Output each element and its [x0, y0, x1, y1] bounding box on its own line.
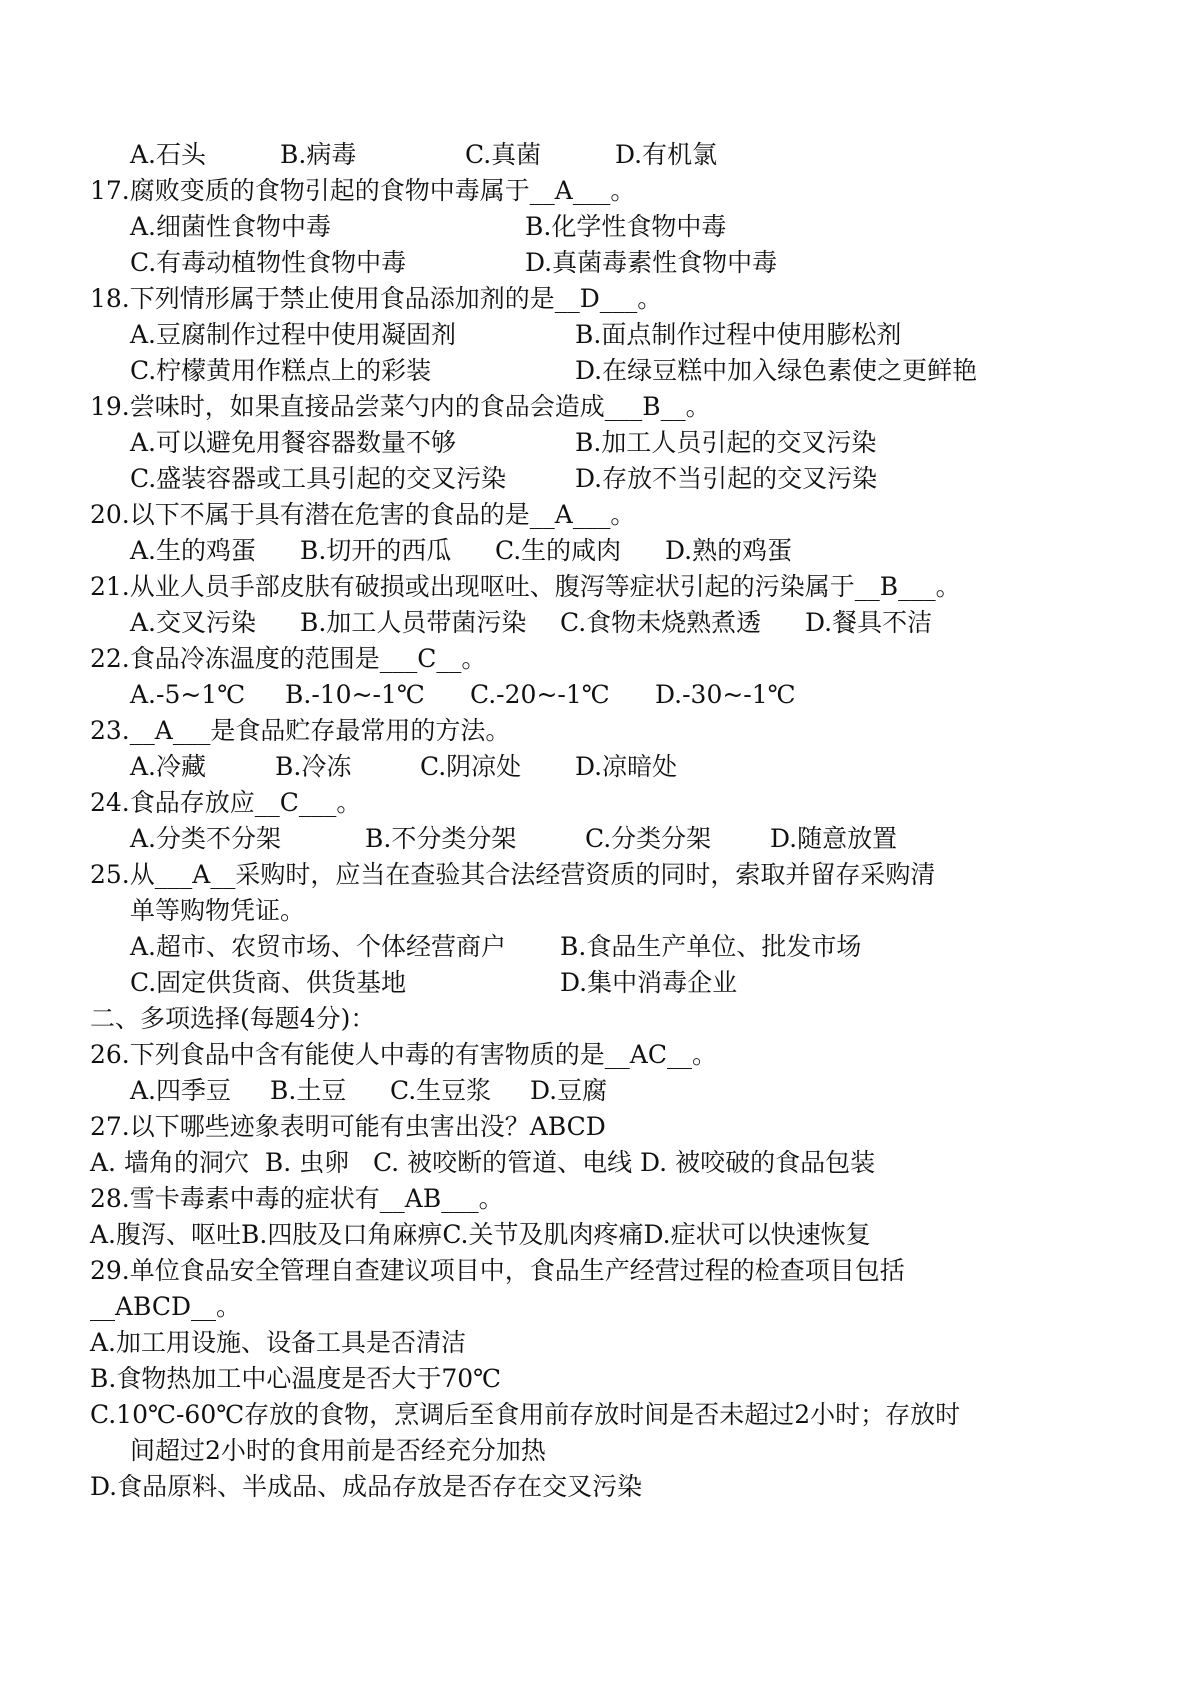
- option-text: D.存放不当引起的交叉污染: [575, 464, 878, 493]
- text-line: A. 墙角的洞穴 B. 虫卵 C. 被咬断的管道、电线 D. 被咬破的食品包装: [90, 1148, 876, 1177]
- option-text: C.生豆浆: [390, 1076, 492, 1105]
- option-text: B.加工人员带菌污染: [300, 608, 527, 637]
- option-text: B.土豆: [270, 1076, 347, 1105]
- text-line: A.加工用设施、设备工具是否清洁: [90, 1328, 467, 1357]
- text-line: [90, 677, 1150, 713]
- option-text: B.面点制作过程中使用膨松剂: [575, 320, 902, 349]
- option-text: B.加工人员引起的交叉污染: [575, 428, 877, 457]
- option-text: B.化学性食物中毒: [525, 212, 727, 241]
- text-line: 二、多项选择(每题4分)：: [90, 1004, 376, 1033]
- text-line: [90, 533, 1150, 569]
- text-line: 19.尝味时，如果直接品尝菜勺内的食品会造成___B__。: [90, 392, 711, 421]
- option-text: B.食品生产单位、批发市场: [560, 932, 862, 961]
- option-text: C.有毒动植物性食物中毒: [130, 248, 407, 277]
- text-line: 单等购物凭证。: [130, 896, 306, 925]
- text-line: [90, 317, 1150, 353]
- text-line: [90, 245, 1150, 281]
- option-text: C.固定供货商、供货基地: [130, 968, 407, 997]
- text-line: 27.以下哪些迹象表明可能有虫害出没？ABCD: [90, 1112, 606, 1141]
- option-text: B.-10~-1℃: [285, 680, 425, 709]
- option-text: A.超市、农贸市场、个体经营商户: [130, 932, 507, 961]
- option-text: C.盛装容器或工具引起的交叉污染: [130, 464, 507, 493]
- option-text: A.交叉污染: [130, 608, 257, 637]
- option-text: B.病毒: [280, 140, 357, 169]
- option-text: B.不分类分架: [365, 824, 517, 853]
- option-text: D.有机氯: [615, 140, 718, 169]
- text-line: 22.食品冷冻温度的范围是___C__。: [90, 644, 487, 673]
- text-line: 23.__A___是食品贮存最常用的方法。: [90, 716, 511, 745]
- text-line: B.食物热加工中心温度是否大于70℃: [90, 1364, 502, 1393]
- option-text: A.可以避免用餐容器数量不够: [130, 428, 457, 457]
- option-text: D.随意放置: [770, 824, 898, 853]
- option-text: D.集中消毒企业: [560, 968, 738, 997]
- option-text: C.阴凉处: [420, 752, 522, 781]
- text-line: [90, 965, 1150, 1001]
- option-text: C.柠檬黄用作糕点上的彩装: [130, 356, 432, 385]
- text-line: [90, 929, 1150, 965]
- option-text: C.-20~-1℃: [470, 680, 610, 709]
- option-text: A.冷藏: [130, 752, 207, 781]
- option-text: D.-30~-1℃: [655, 680, 796, 709]
- option-text: A.-5~1℃: [130, 680, 246, 709]
- option-text: A.细菌性食物中毒: [130, 212, 332, 241]
- option-text: A.石头: [130, 140, 207, 169]
- text-line: [90, 605, 1150, 641]
- text-line: [90, 749, 1150, 785]
- text-line: [90, 353, 1150, 389]
- text-line: [90, 461, 1150, 497]
- option-text: A.四季豆: [130, 1076, 232, 1105]
- option-text: B.切开的西瓜: [300, 536, 452, 565]
- text-line: C.10℃-60℃存放的食物，烹调后至食用前存放时间是否未超过2小时；存放时: [90, 1400, 961, 1429]
- text-line: 间超过2小时的食用前是否经充分加热: [130, 1436, 546, 1465]
- document-page: [90, 137, 1150, 1505]
- text-line: 25.从___A__采购时，应当在查验其合法经营资质的同时，索取并留存采购清: [90, 860, 936, 889]
- option-text: A.生的鸡蛋: [130, 536, 257, 565]
- text-line: [90, 209, 1150, 245]
- text-line: 28.雪卡毒素中毒的症状有__AB___。: [90, 1184, 504, 1213]
- option-text: C.真菌: [465, 140, 542, 169]
- text-line: D.食品原料、半成品、成品存放是否存在交叉污染: [90, 1472, 643, 1501]
- option-text: D.在绿豆糕中加入绿色素使之更鲜艳: [575, 356, 978, 385]
- text-line: 20.以下不属于具有潜在危害的食品的是__A___。: [90, 500, 636, 529]
- option-text: C.分类分架: [585, 824, 712, 853]
- option-text: C.生的咸肉: [495, 536, 622, 565]
- option-text: B.冷冻: [275, 752, 352, 781]
- text-line: [90, 425, 1150, 461]
- option-text: D.凉暗处: [575, 752, 678, 781]
- option-text: D.餐具不洁: [805, 608, 933, 637]
- option-text: C.食物未烧熟煮透: [560, 608, 762, 637]
- text-line: 26.下列食品中含有能使人中毒的有害物质的是__AC__。: [90, 1040, 717, 1069]
- option-text: D.熟的鸡蛋: [665, 536, 793, 565]
- text-line: __ABCD__。: [90, 1292, 242, 1321]
- text-line: 21.从业人员手部皮肤有破损或出现呕吐、腹泻等症状引起的污染属于__B___。: [90, 572, 961, 601]
- text-line: [90, 1073, 1150, 1109]
- option-text: A.豆腐制作过程中使用凝固剂: [130, 320, 457, 349]
- option-text: A.分类不分架: [130, 824, 282, 853]
- option-text: D.豆腐: [530, 1076, 608, 1105]
- text-line: A.腹泻、呕吐B.四肢及口角麻痹C.关节及肌肉疼痛D.症状可以快速恢复: [90, 1220, 871, 1249]
- text-line: 17.腐败变质的食物引起的食物中毒属于__A___。: [90, 176, 636, 205]
- text-line: [90, 137, 1150, 173]
- text-line: 24.食品存放应__C___。: [90, 788, 362, 817]
- option-text: D.真菌毒素性食物中毒: [525, 248, 778, 277]
- text-line: 29.单位食品安全管理自查建议项目中，食品生产经营过程的检查项目包括: [90, 1256, 905, 1285]
- text-line: [90, 821, 1150, 857]
- text-line: 18.下列情形属于禁止使用食品添加剂的是__D___。: [90, 284, 663, 313]
